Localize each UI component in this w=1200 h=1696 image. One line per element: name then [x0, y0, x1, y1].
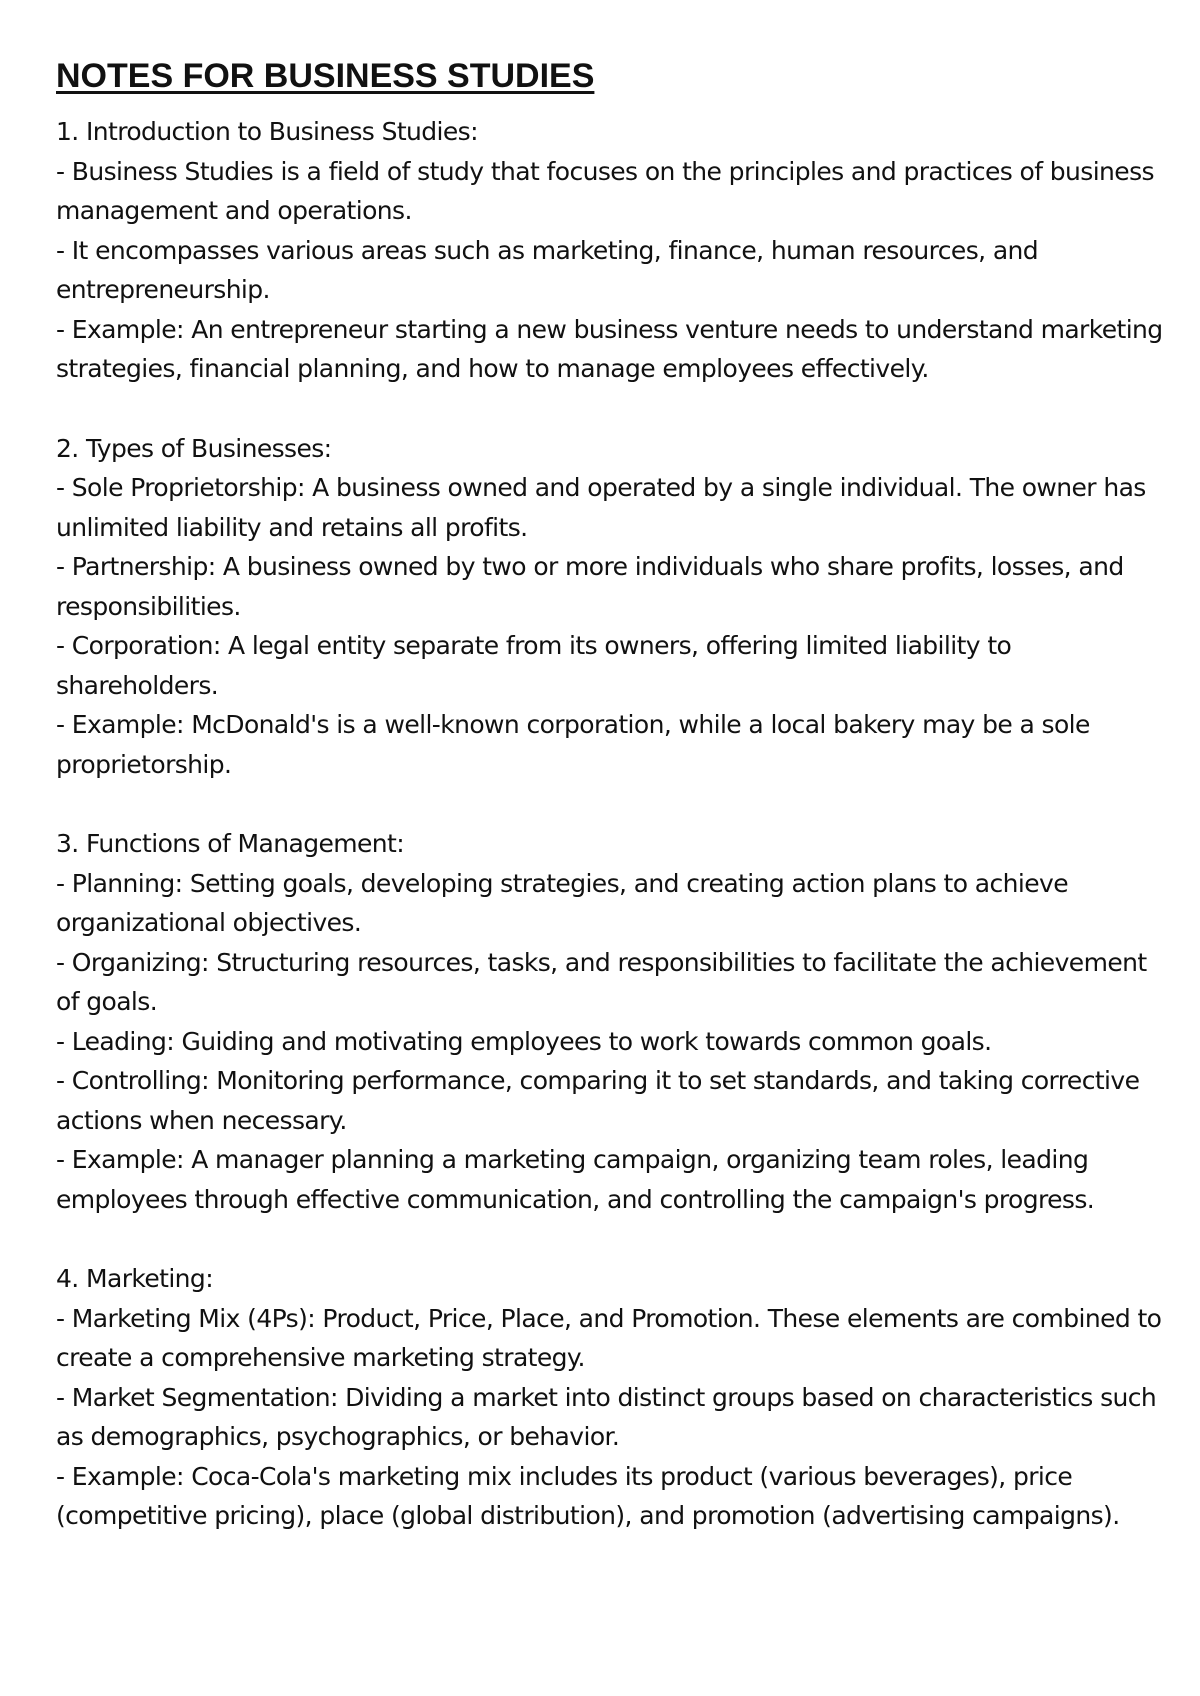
section-heading: 3. Functions of Management: [56, 829, 405, 858]
section-heading: 2. Types of Businesses: [56, 433, 332, 463]
list-item: - Corporation: A legal entity separate from its owners, offering limited liability to shareholders. [56, 631, 1012, 700]
list-item: - It encompasses various areas such as marketing, finance, human resources, and entrepreneurship. [56, 235, 1039, 304]
section-functions-of-management [56, 824, 1166, 1219]
document-page [56, 56, 1166, 1576]
list-item: - Partnership: A business owned by two or more individuals who share profits, losses, and responsibilities. [56, 552, 1124, 621]
list-item: - Organizing: Structuring resources, tasks, and responsibilities to facilitate the achievement of goals. [56, 947, 1147, 1016]
list-item: - Example: Coca-Cola's marketing mix includes its product (various beverages), price (competitive pricing), place (global distribution), and promotion (advertising campaigns). [56, 1461, 1120, 1530]
section-heading: 1. Introduction to Business Studies: [56, 117, 478, 146]
list-item: - Example: McDonald's is a well-known corporation, while a local bakery may be a sole proprietorship. [56, 710, 1090, 779]
document-title: NOTES FOR BUSINESS STUDIES [56, 57, 595, 95]
list-item: - Example: A manager planning a marketing campaign, organizing team roles, leading employees through effective communication, and controlling the campaign's progress. [56, 1145, 1095, 1214]
list-item: - Controlling: Monitoring performance, comparing it to set standards, and taking corrective actions when necessary. [56, 1066, 1140, 1135]
section-marketing [56, 1259, 1166, 1536]
list-item: - Sole Proprietorship: A business owned and operated by a single individual. The owner has unlimited liability and retains all profits. [56, 473, 1146, 542]
section-heading: 4. Marketing: [56, 1264, 214, 1293]
section-introduction [56, 112, 1166, 389]
section-types-of-businesses [56, 429, 1166, 785]
list-item: - Planning: Setting goals, developing strategies, and creating action plans to achieve organizational objectives. [56, 868, 1068, 937]
list-item: - Market Segmentation: Dividing a market into distinct groups based on characteristics such as demographics, psychographics, or behavior. [56, 1382, 1157, 1451]
list-item: - Marketing Mix (4Ps): Product, Price, Place, and Promotion. These elements are combined to create a comprehensive marketing strategy. [56, 1303, 1162, 1372]
list-item: - Business Studies is a field of study that focuses on the principles and practices of business management and operations. [56, 156, 1154, 225]
list-item: - Example: An entrepreneur starting a new business venture needs to understand marketing strategies, financial planning, and how to manage employees effectively. [56, 314, 1163, 383]
list-item: - Leading: Guiding and motivating employees to work towards common goals. [56, 1026, 992, 1056]
